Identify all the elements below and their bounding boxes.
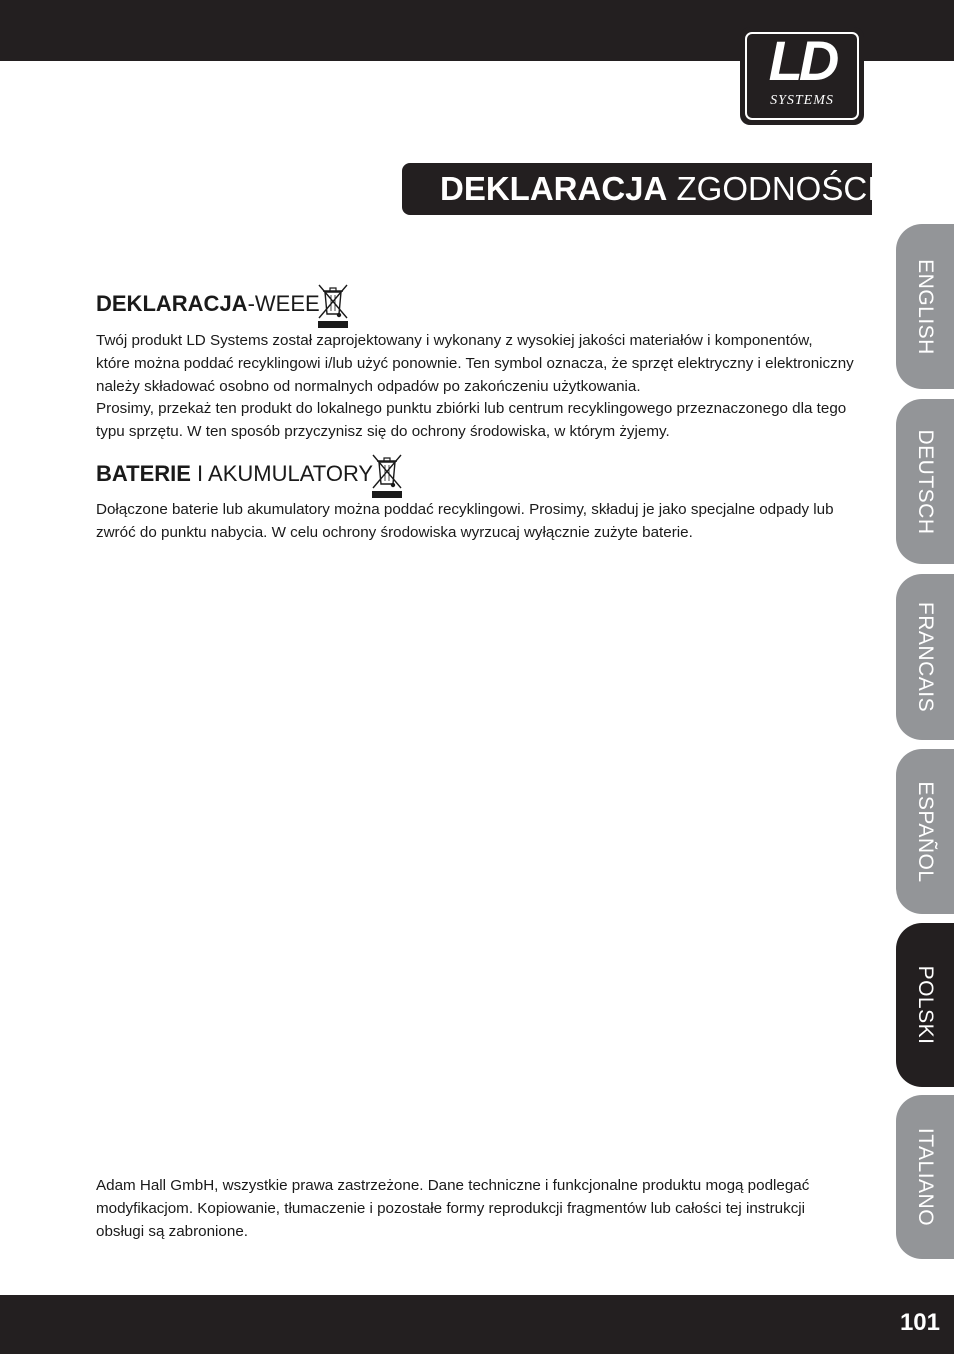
tab-label: ITALIANO (914, 1127, 937, 1227)
tab-espanol[interactable] (896, 749, 954, 914)
text-line: należy składować osobno od normalnych odpadów po zakończeniu użytkowania. (96, 377, 641, 395)
tab-polski[interactable] (896, 923, 954, 1087)
title-light: ZGODNOŚCI WE: (667, 170, 948, 207)
batteries-paragraph (96, 499, 866, 545)
text-line: zwróć do punktu nabycia. W celu ochrony środowiska wyrzucaj wyłącznie zużyte baterie. (96, 523, 693, 541)
crossed-out-bin-icon (370, 451, 404, 499)
tab-francais[interactable] (896, 574, 954, 740)
tab-label: ESPAÑOL (914, 780, 937, 883)
tab-label: POLSKI (914, 965, 937, 1045)
text-line: Dołączone baterie lub akumulatory można poddać recyklingowi. Prosimy, składuj je jako specjalne odpady lub (96, 501, 834, 518)
text-line: obsługi są zabronione. (96, 1222, 248, 1240)
weee-heading-strong: DEKLARACJA (96, 291, 248, 316)
page-title (440, 169, 948, 209)
page-number: 101 (899, 1309, 940, 1336)
text-line: Twój produkt LD Systems został zaprojektowany i wykonany z wysokiej jakości materiałów i komponentów, (96, 332, 813, 349)
bottom-bar (0, 1295, 954, 1354)
logo-letters: LD (768, 29, 836, 92)
crossed-out-bin-icon (316, 281, 350, 329)
tab-english[interactable] (896, 224, 954, 389)
tab-italiano[interactable] (896, 1095, 954, 1259)
tab-label: ENGLISH (914, 258, 937, 355)
tab-deutsch[interactable] (896, 399, 954, 564)
text-line: modyfikacjom. Kopiowanie, tłumaczenie i pozostałe formy reprodukcji fragmentów lub całości tej instrukcji (96, 1199, 806, 1217)
copyright-paragraph (96, 1175, 866, 1243)
title-strong: DEKLARACJA (440, 170, 668, 207)
batteries-heading-strong: BATERIE (96, 461, 191, 486)
title-banner (402, 163, 948, 215)
logo-word: SYSTEMS (770, 93, 834, 108)
ld-systems-logo (740, 27, 864, 125)
tab-label: DEUTSCH (914, 428, 937, 535)
text-line: które można poddać recyklingowi i/lub użyć ponownie. Ten symbol oznacza, że sprzęt elektryczny i elektroniczny (96, 354, 854, 372)
weee-heading-light: -WEEE (247, 291, 320, 316)
batteries-heading (96, 460, 373, 488)
tab-label: FRANCAIS (914, 601, 937, 713)
batteries-heading-light: I AKUMULATORY (190, 461, 374, 486)
text-line: typu sprzętu. W ten sposób przyczynisz się do ochrony środowiska, w którym żyjemy. (96, 423, 670, 441)
text-line: Prosimy, przekaż ten produkt do lokalnego punktu zbiórki lub centrum recyklingowego przeznaczonego dla tego (96, 400, 847, 418)
weee-heading (96, 290, 320, 318)
text-line: Adam Hall GmbH, wszystkie prawa zastrzeżone. Dane techniczne i funkcjonalne produktu mogą podlegać (96, 1177, 810, 1194)
weee-paragraph (96, 330, 866, 444)
